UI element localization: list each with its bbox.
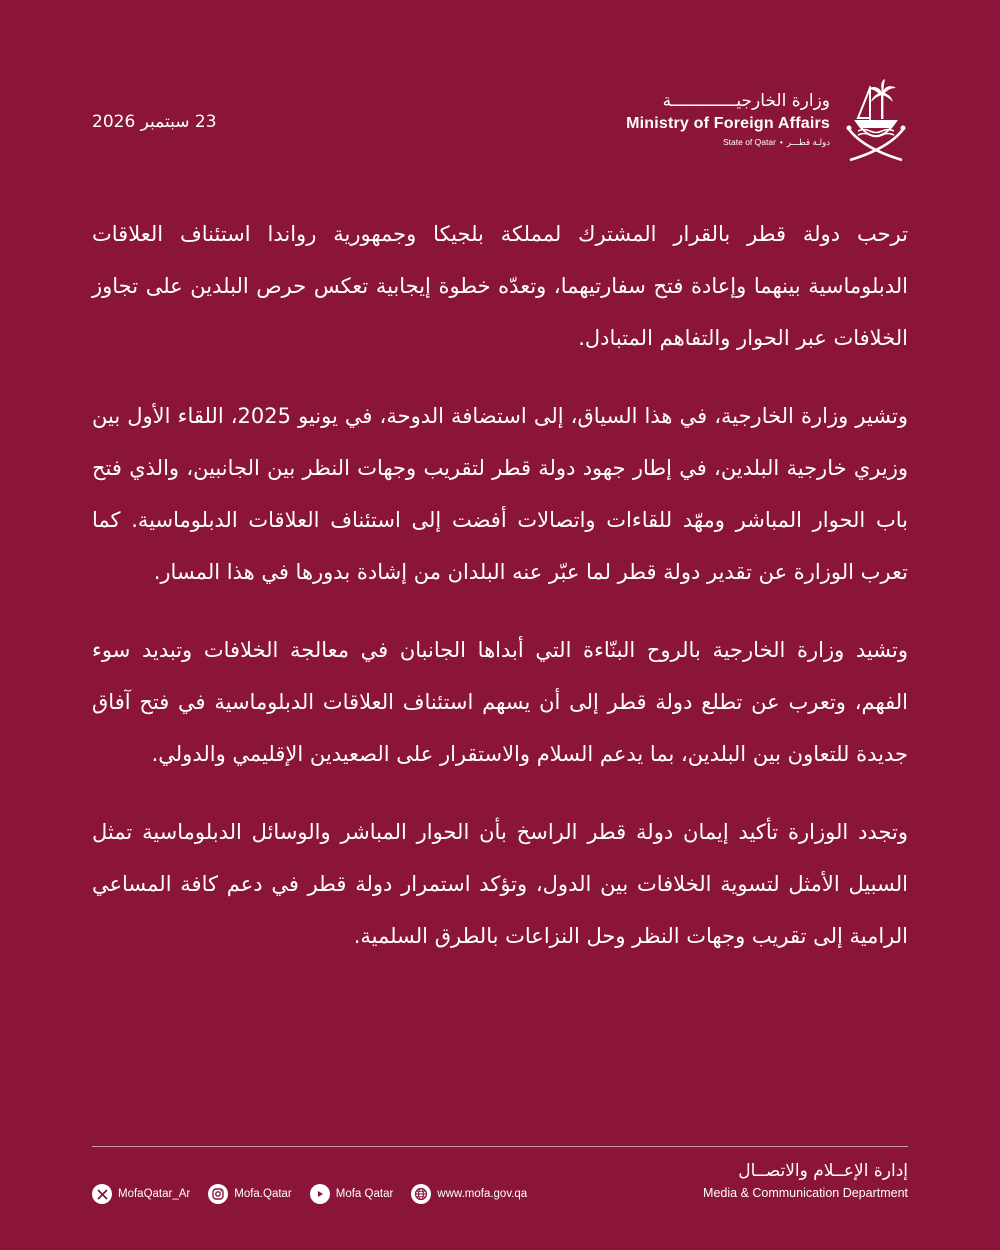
release-date: 23 سبتمبر 2026	[92, 112, 217, 132]
x-icon	[92, 1184, 112, 1204]
paragraph: ترحب دولة قطر بالقرار المشترك لمملكة بلجيكا وجمهورية رواندا استئناف العلاقات الدبلوماسية بينهما وإعادة فتح سفارتيهما، وتعدّه خطوة إيجابية تعكس حرص البلدين على تجاوز الخلافات عبر الحوار والتفاهم المتبادل.	[92, 222, 908, 350]
ministry-brand	[626, 78, 908, 162]
social-link-youtube[interactable]	[310, 1184, 394, 1204]
paragraph: وتجدد الوزارة تأكيد إيمان دولة قطر الراسخ بأن الحوار المباشر والوسائل الدبلوماسية تمثل السبيل الأمثل لتسوية الخلافات بين الدول، وتؤكد استمرار دولة قطر في دعم كافة المساعي الرامية إلى تقريب وجهات النظر وحل النزاعات بالطرق السلمية.	[92, 820, 908, 948]
social-label: Mofa.Qatar	[234, 1188, 292, 1200]
social-link-x[interactable]	[92, 1184, 190, 1204]
state-separator: •	[779, 137, 783, 148]
state-label-ar: دولـة قطـــر	[786, 137, 830, 148]
ministry-name-en: Ministry of Foreign Affairs	[626, 114, 830, 132]
department-name-ar: إدارة الإعــلام والاتصــال	[738, 1161, 908, 1181]
release-body	[92, 208, 908, 988]
paragraph: وتشير وزارة الخارجية، في هذا السياق، إلى استضافة الدوحة، في يونيو 2025، اللقاء الأول بين وزيري خارجية البلدين، في إطار جهود دولة قطر لتقريب وجهات النظر بين الجانبين، والذي فتح باب الحوار المباشر ومهّد للقاءات واتصالات أفضت إلى استئناف العلاقات الدبلوماسية. كما تعرب الوزارة عن تقدير دولة قطر لما عبّر عنه البلدان من إشادة بدورها في هذا المسار.	[92, 404, 908, 584]
social-link-instagram[interactable]	[208, 1184, 292, 1204]
qatar-emblem-icon	[844, 78, 908, 162]
state-label	[723, 137, 830, 148]
globe-icon	[411, 1184, 431, 1204]
department-name-en: Media & Communication Department	[703, 1186, 908, 1201]
paragraph: وتشيد وزارة الخارجية بالروح البنّاءة التي أبداها الجانبان في معالجة الخلافات وتبديد سوء الفهم، وتعرب عن تطلع دولة قطر إلى أن يسهم استئناف العلاقات الدبلوماسية في فتح آفاق جديدة للتعاون بين البلدين، بما يدعم السلام والاستقرار على الصعيدين الإقليمي والدولي.	[92, 638, 908, 766]
social-label: www.mofa.gov.qa	[437, 1188, 528, 1200]
instagram-icon	[208, 1184, 228, 1204]
social-label: MofaQatar_Ar	[118, 1188, 191, 1200]
social-label: Mofa Qatar	[335, 1188, 394, 1200]
footer-divider	[92, 1146, 908, 1147]
social-links	[92, 1184, 527, 1204]
department-block	[703, 1160, 908, 1200]
youtube-icon	[310, 1184, 330, 1204]
social-link-website[interactable]	[411, 1184, 527, 1204]
ministry-name-ar: وزارة الخارجيـــــــــــــة	[662, 90, 830, 111]
ministry-name-block	[626, 92, 830, 148]
state-label-en: State of Qatar	[723, 137, 776, 148]
